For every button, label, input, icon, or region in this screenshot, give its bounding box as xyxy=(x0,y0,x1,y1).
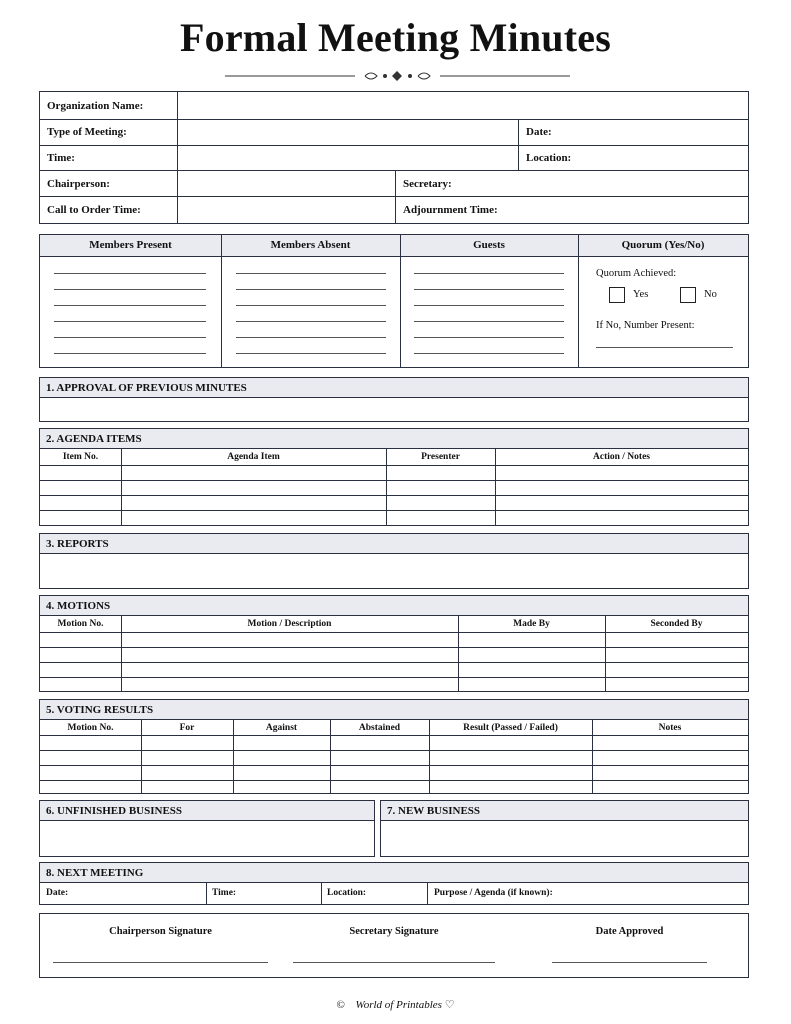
next-location-label: Location: xyxy=(327,888,367,898)
motions-col-made-by: Made By xyxy=(513,619,550,629)
agenda-title: 2. AGENDA ITEMS xyxy=(46,433,142,445)
voting-col-for: For xyxy=(179,723,195,733)
date-label: Date: xyxy=(526,126,552,138)
motions-title: 4. MOTIONS xyxy=(46,600,111,612)
guests-header: Guests xyxy=(473,239,505,251)
voting-title: 5. VOTING RESULTS xyxy=(46,704,154,716)
call-to-order-label: Call to Order Time: xyxy=(47,204,141,216)
quorum-no-checkbox[interactable] xyxy=(680,287,696,303)
quorum-yes-label: Yes xyxy=(633,289,649,300)
quorum-achieved-label: Quorum Achieved: xyxy=(596,268,677,279)
footer xyxy=(0,998,791,1011)
agenda-col-presenter: Presenter xyxy=(421,452,460,462)
agenda-col-action-notes: Action / Notes xyxy=(593,452,650,462)
next-meeting-title: 8. NEXT MEETING xyxy=(46,867,144,879)
next-purpose-label: Purpose / Agenda (if known): xyxy=(434,888,553,898)
signature-box xyxy=(39,913,749,978)
next-meeting-section xyxy=(39,862,749,905)
next-time-label: Time: xyxy=(212,888,237,898)
reports-section xyxy=(39,533,749,589)
voting-col-against: Against xyxy=(265,723,298,733)
agenda-section xyxy=(39,428,749,526)
secretary-signature-label: Secretary Signature xyxy=(349,926,439,937)
quorum-header: Quorum (Yes/No) xyxy=(621,239,705,251)
agenda-col-agenda-item: Agenda Item xyxy=(227,452,280,462)
voting-col-result: Result (Passed / Failed) xyxy=(463,723,558,733)
voting-col-abstained: Abstained xyxy=(358,723,401,733)
unfinished-business-title: 6. UNFINISHED BUSINESS xyxy=(46,805,183,817)
agenda-col-item-no: Item No. xyxy=(62,452,99,462)
members-present-header: Members Present xyxy=(89,239,172,251)
members-absent-header: Members Absent xyxy=(270,239,351,251)
voting-section xyxy=(39,699,749,794)
next-date-label: Date: xyxy=(46,888,69,898)
chairperson-signature-label: Chairperson Signature xyxy=(109,926,212,937)
page-title: Formal Meeting Minutes xyxy=(180,15,611,60)
type-of-meeting-label: Type of Meeting: xyxy=(47,126,127,138)
approval-section xyxy=(39,377,749,422)
location-label: Location: xyxy=(526,152,572,164)
motions-col-motion-no: Motion No. xyxy=(57,619,104,629)
reports-title: 3. REPORTS xyxy=(46,538,109,550)
brand-name: World of Printables xyxy=(355,999,442,1011)
attendance-box xyxy=(39,234,749,368)
time-label: Time: xyxy=(47,152,75,164)
meeting-info-box xyxy=(39,91,749,224)
voting-col-notes: Notes xyxy=(658,723,682,733)
approval-title: 1. APPROVAL OF PREVIOUS MINUTES xyxy=(46,382,247,394)
motions-col-description: Motion / Description xyxy=(247,619,332,629)
copyright-symbol: © xyxy=(336,999,345,1011)
quorum-yes-checkbox[interactable] xyxy=(609,287,625,303)
motions-section xyxy=(39,595,749,692)
divider-ornament xyxy=(225,70,570,82)
voting-col-motion-no: Motion No. xyxy=(67,723,114,733)
secretary-label: Secretary: xyxy=(403,178,452,190)
if-no-number-label: If No, Number Present: xyxy=(596,320,695,331)
unfinished-business-section xyxy=(39,800,375,857)
motions-col-seconded-by: Seconded By xyxy=(650,619,703,629)
organization-name-label: Organization Name: xyxy=(47,100,144,112)
quorum-no-label: No xyxy=(704,289,717,300)
new-business-title: 7. NEW BUSINESS xyxy=(387,805,481,817)
new-business-section xyxy=(380,800,749,857)
chairperson-label: Chairperson: xyxy=(47,178,110,190)
date-approved-label: Date Approved xyxy=(595,926,664,937)
heart-icon: ♡ xyxy=(444,999,455,1011)
adjournment-label: Adjournment Time: xyxy=(403,204,498,216)
